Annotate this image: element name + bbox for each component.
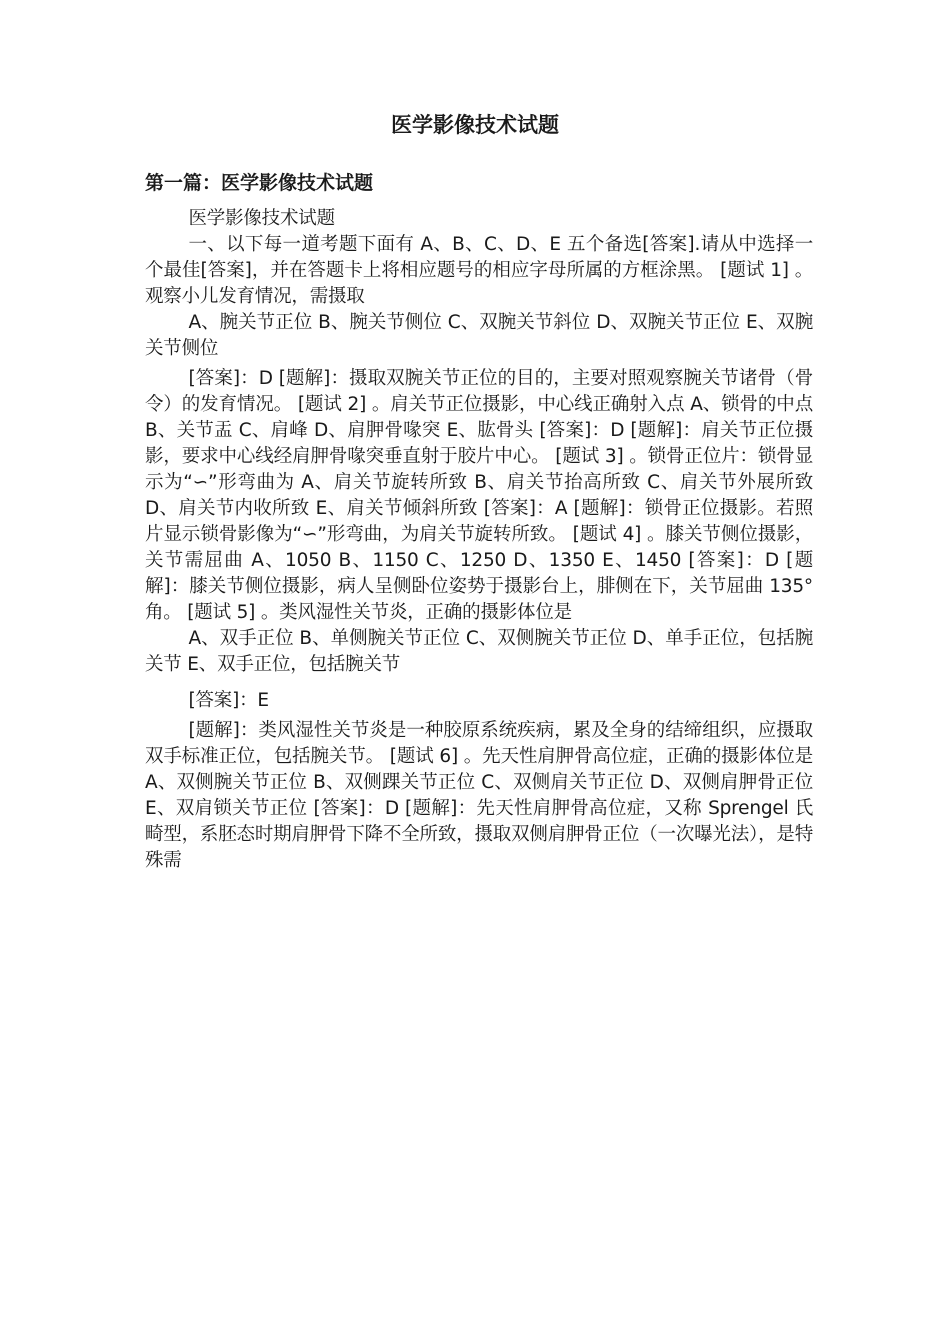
- paragraph-explanation-5: [题解]：类风湿性关节炎是一种胶原系统疾病，累及全身的结缔组织，应摄取双手标准正位，包括腕关节。 [题试 6] 。先天性肩胛骨高位症，正确的摄影体位是 A、双侧腕关节正位 B、双侧踝关节正位 C、双侧肩关节正位 D、双侧肩胛骨正位 E、双肩锁关节正位 [答案]：D [题解]：先天性肩胛骨高位症，又称 Sprengel 氏畸型，系胚态时期肩胛骨下降不全所致，摄取双侧肩胛骨正位（一次曝光法），是特殊需: [145, 720, 813, 871]
- paragraph-options-5: A、双手正位 B、单侧腕关节正位 C、双侧腕关节正位 D、单手正位，包括腕关节 E、双手正位，包括腕关节: [145, 628, 813, 675]
- section-heading: 第一篇：医学影像技术试题: [145, 172, 374, 194]
- document-title: 医学影像技术试题: [391, 113, 559, 137]
- document-body: [145, 206, 813, 874]
- paragraph-instructions: 一、以下每一道考题下面有 A、B、C、D、E 五个备选[答案].请从中选择一个最佳[答案]，并在答题卡上将相应题号的相应字母所属的方框涂黑。 [题试 1] 。观察小儿发育情况，需摄取: [145, 234, 813, 307]
- paragraph-options-1: A、腕关节正位 B、腕关节侧位 C、双腕关节斜位 D、双腕关节正位 E、双腕关节侧位: [145, 312, 813, 359]
- paragraph-answer-5: [答案]：E: [188, 690, 269, 711]
- paragraph-subtitle: 医学影像技术试题: [188, 208, 335, 229]
- paragraph-answers-block: [答案]：D [题解]：摄取双腕关节正位的目的，主要对照观察腕关节诸骨（骨令）的发育情况。 [题试 2] 。肩关节正位摄影，中心线正确射入点 A、锁骨的中点 B、关节盂 C、肩峰 D、肩胛骨喙突 E、肱骨头 [答案]：D [题解]：肩关节正位摄影，要求中心线经肩胛骨喙突垂直射于胶片中心。 [题试 3] 。锁骨正位片：锁骨显示为“∽”形弯曲为 A、肩关节旋转所致 B、肩关节抬高所致 C、肩关节外展所致 D、肩关节内收所致 E、肩关节倾斜所致 [答案]：A [题解]：锁骨正位摄影。若照片显示锁骨影像为“∽”形弯曲，为肩关节旋转所致。 [题试 4] 。膝关节侧位摄影，关节需屈曲 A、1050 B、1150 C、1250 D、1350 E、1450 [答案]：D [题解]：膝关节侧位摄影，病人呈侧卧位姿势于摄影台上，腓侧在下，关节屈曲 135°角。 [题试 5] 。类风湿性关节炎，正确的摄影体位是: [145, 368, 813, 623]
